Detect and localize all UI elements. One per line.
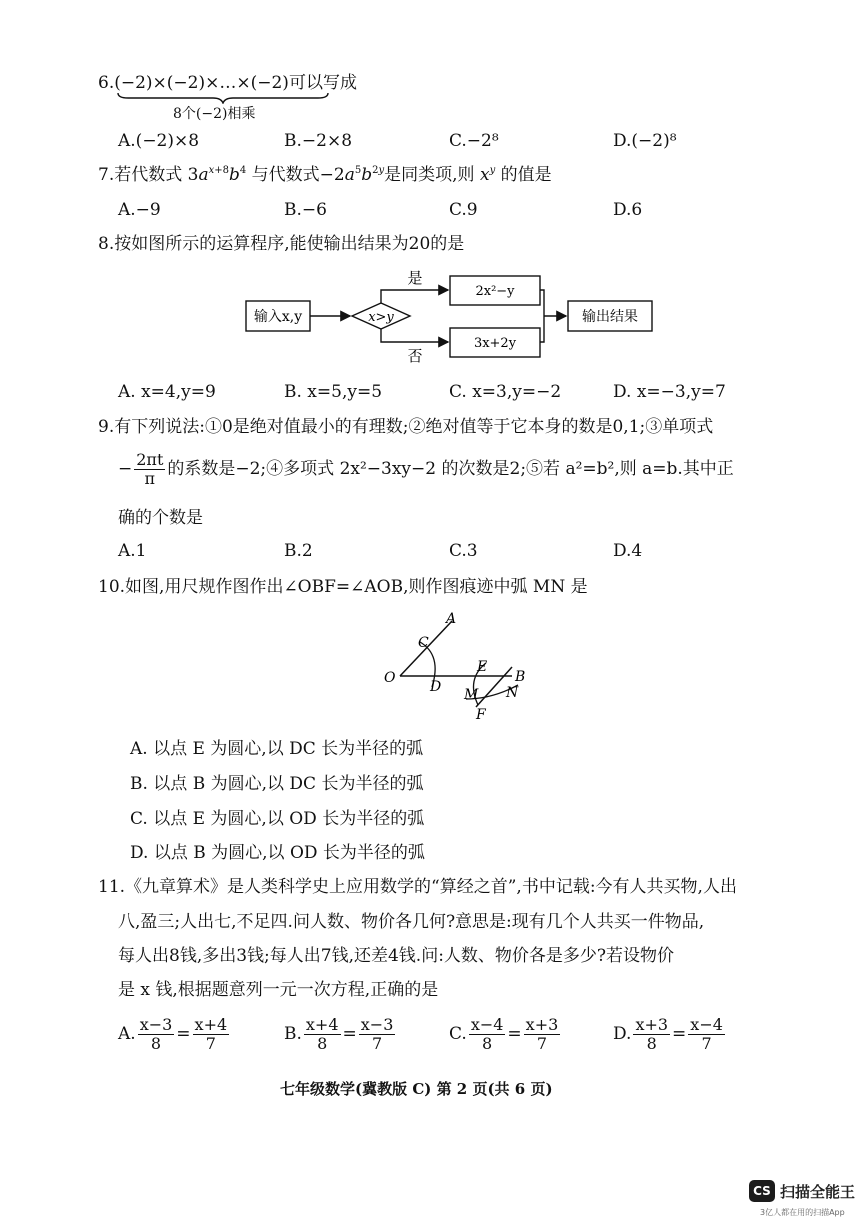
- flow-yes-label: 是: [407, 269, 423, 287]
- label-O: O: [384, 670, 396, 686]
- q11-c-right-denominator: 7: [536, 1034, 548, 1053]
- label-M: M: [464, 687, 479, 703]
- label-B: B: [515, 669, 526, 685]
- q11-option-a: A. $\frac{x-3}{8}$ = $\frac{x+4}{7}$: [118, 1015, 228, 1053]
- q11-c-left-denominator: 8: [482, 1034, 493, 1053]
- q10-option-d: D. 以点 B 为圆心,以 OD 长为半径的弧: [130, 843, 425, 863]
- flow-condition-label: x>y: [368, 310, 394, 325]
- q7-stem-part-c: 是同类项,则: [384, 165, 480, 185]
- q6-option-d: D.(−2)⁸: [613, 131, 677, 151]
- q11-line-3: 每人出8钱,多出3钱;每人出7钱,还差4钱.问:人数、物价各是多少?若设物价: [118, 946, 675, 966]
- q11-option-b: B. $\frac{x+4}{8}$ = $\frac{x-3}{7}$: [284, 1015, 394, 1053]
- q11-b-left-denominator: 8: [317, 1034, 328, 1053]
- q11-line-1: 11.《九章算术》是人类科学史上应用数学的“算经之首”,书中记载:今有人共买物,人出: [98, 877, 737, 897]
- label-D: D: [430, 679, 442, 695]
- q9-line-2: − $\frac{2\pi t}{\pi}$ 的系数是−2;④多项式 2x²−3xy−2 的次数是2;⑤若 a²=b²,则 a=b.其中正: [118, 450, 734, 488]
- q11-b-right-numerator: x−3: [360, 1015, 394, 1034]
- q11-option-d: D. $\frac{x+3}{8}$ = $\frac{x-4}{7}$: [613, 1015, 723, 1053]
- q9-option-d: D.4: [613, 541, 643, 561]
- label-F: F: [476, 707, 486, 723]
- q11-d-left-numerator: x+3: [635, 1015, 669, 1034]
- q11-a-right-numerator: x+4: [194, 1015, 228, 1034]
- flow-no-expression: 3x+2y: [473, 336, 517, 351]
- q8-flowchart: [240, 263, 660, 363]
- q8-option-d: D. x=−3,y=7: [613, 382, 726, 402]
- q11-option-d-label: D.: [613, 1024, 632, 1044]
- label-C: C: [418, 635, 429, 651]
- q8-option-c: C. x=3,y=−2: [449, 382, 562, 402]
- q9-line-1: 9.有下列说法:①0是绝对值最小的有理数;②绝对值等于它本身的数是0,1;③单项式: [98, 417, 714, 437]
- flow-output-label: 输出结果: [582, 309, 638, 325]
- q6-number: 6.: [98, 73, 115, 93]
- q6-option-a: A.(−2)×8: [118, 131, 200, 151]
- q11-a-right-denominator: 7: [205, 1034, 216, 1053]
- q11-d-right-denominator: 7: [701, 1034, 712, 1053]
- label-N: N: [506, 685, 519, 701]
- q10-construction-figure: [380, 605, 540, 725]
- q9-fraction: [134, 451, 165, 488]
- q10-option-a: A. 以点 E 为圆心,以 DC 长为半径的弧: [130, 739, 424, 759]
- q11-option-b-label: B.: [284, 1024, 302, 1044]
- label-A: A: [446, 611, 457, 627]
- flow-no-label: 否: [407, 347, 423, 363]
- q7-option-b: B.−6: [284, 200, 327, 220]
- q11-b-right-denominator: 7: [371, 1034, 383, 1053]
- q11-line-4: 是 x 钱,根据题意列一元一次方程,正确的是: [118, 980, 439, 1000]
- flow-yes-expression: 2x²−y: [475, 284, 515, 299]
- q7-option-a: A.−9: [118, 200, 161, 220]
- flow-input-label: 输入x,y: [253, 309, 303, 325]
- q8-option-a: A. x=4,y=9: [118, 382, 216, 402]
- q6-stem: [98, 72, 357, 94]
- q6-option-b: B.−2×8: [284, 131, 353, 151]
- scanner-tagline: 3亿人都在用的扫描App: [760, 1208, 845, 1217]
- q6-brace-note: 8个(−2)相乘: [173, 106, 256, 122]
- q10-stem: 10.如图,用尺规作图作出∠OBF=∠AOB,则作图痕迹中弧 MN 是: [98, 577, 588, 597]
- q9-line-2-rest: 的系数是−2;④多项式 2x²−3xy−2 的次数是2;⑤若 a²=b²,则 a=b.其中正: [167, 459, 734, 479]
- q7-stem-part-d: 的值是: [495, 165, 552, 185]
- q9-option-a: A.1: [118, 541, 147, 561]
- q11-d-left-denominator: 8: [646, 1034, 657, 1053]
- q11-c-left-numerator: x−4: [470, 1015, 504, 1034]
- q11-c-right-numerator: x+3: [525, 1015, 559, 1034]
- q6-expression: (−2)×(−2)×…×(−2): [114, 73, 289, 93]
- q9-fraction-denominator: π: [144, 469, 156, 488]
- q11-a-left-numerator: x−3: [139, 1015, 173, 1034]
- q9-line-3: 确的个数是: [118, 508, 203, 528]
- q8-stem: 8.按如图所示的运算程序,能使输出结果为20的是: [98, 234, 465, 254]
- q11-option-a-label: A.: [118, 1024, 136, 1044]
- q11-option-c: C. $\frac{x-4}{8}$ = $\frac{x+3}{7}$: [449, 1015, 559, 1053]
- q6-stem-end: 可以写成: [288, 73, 357, 93]
- q11-b-left-numerator: x+4: [305, 1015, 339, 1034]
- q7-stem-part-a: 7.若代数式 3: [98, 165, 199, 185]
- q9-fraction-numerator: 2πt: [136, 450, 164, 469]
- q11-line-2: 八,盈三;人出七,不足四.问人数、物价各几何?意思是:现有几个人共买一件物品,: [118, 912, 705, 932]
- q7-option-d: D.6: [613, 200, 643, 220]
- q11-a-left-denominator: 8: [150, 1034, 162, 1053]
- page-footer: 七年级数学(冀教版 C) 第 2 页(共 6 页): [280, 1080, 553, 1098]
- scanner-logo: CS: [749, 1180, 775, 1202]
- scanner-name: 扫描全能王: [780, 1183, 856, 1201]
- q7-option-c: C.9: [449, 200, 478, 220]
- q9-option-b: B.2: [284, 541, 313, 561]
- q6-option-c: C.−2⁸: [449, 131, 499, 151]
- q9-option-c: C.3: [449, 541, 478, 561]
- q10-option-b: B. 以点 B 为圆心,以 DC 长为半径的弧: [130, 774, 424, 794]
- q8-option-b: B. x=5,y=5: [284, 382, 383, 402]
- q7-stem: 7.若代数式 $3a^{x+8}b^4$ 与代数式$-2a^5b^{2y}$是同类项,则 $x^y$ 的值是: [98, 165, 552, 185]
- q10-option-c: C. 以点 E 为圆心,以 OD 长为半径的弧: [130, 809, 425, 829]
- q11-option-c-label: C.: [449, 1024, 467, 1044]
- q7-stem-part-b: 与代数式−2: [246, 165, 345, 185]
- q11-d-right-numerator: x−4: [690, 1015, 723, 1034]
- label-E: E: [477, 659, 488, 675]
